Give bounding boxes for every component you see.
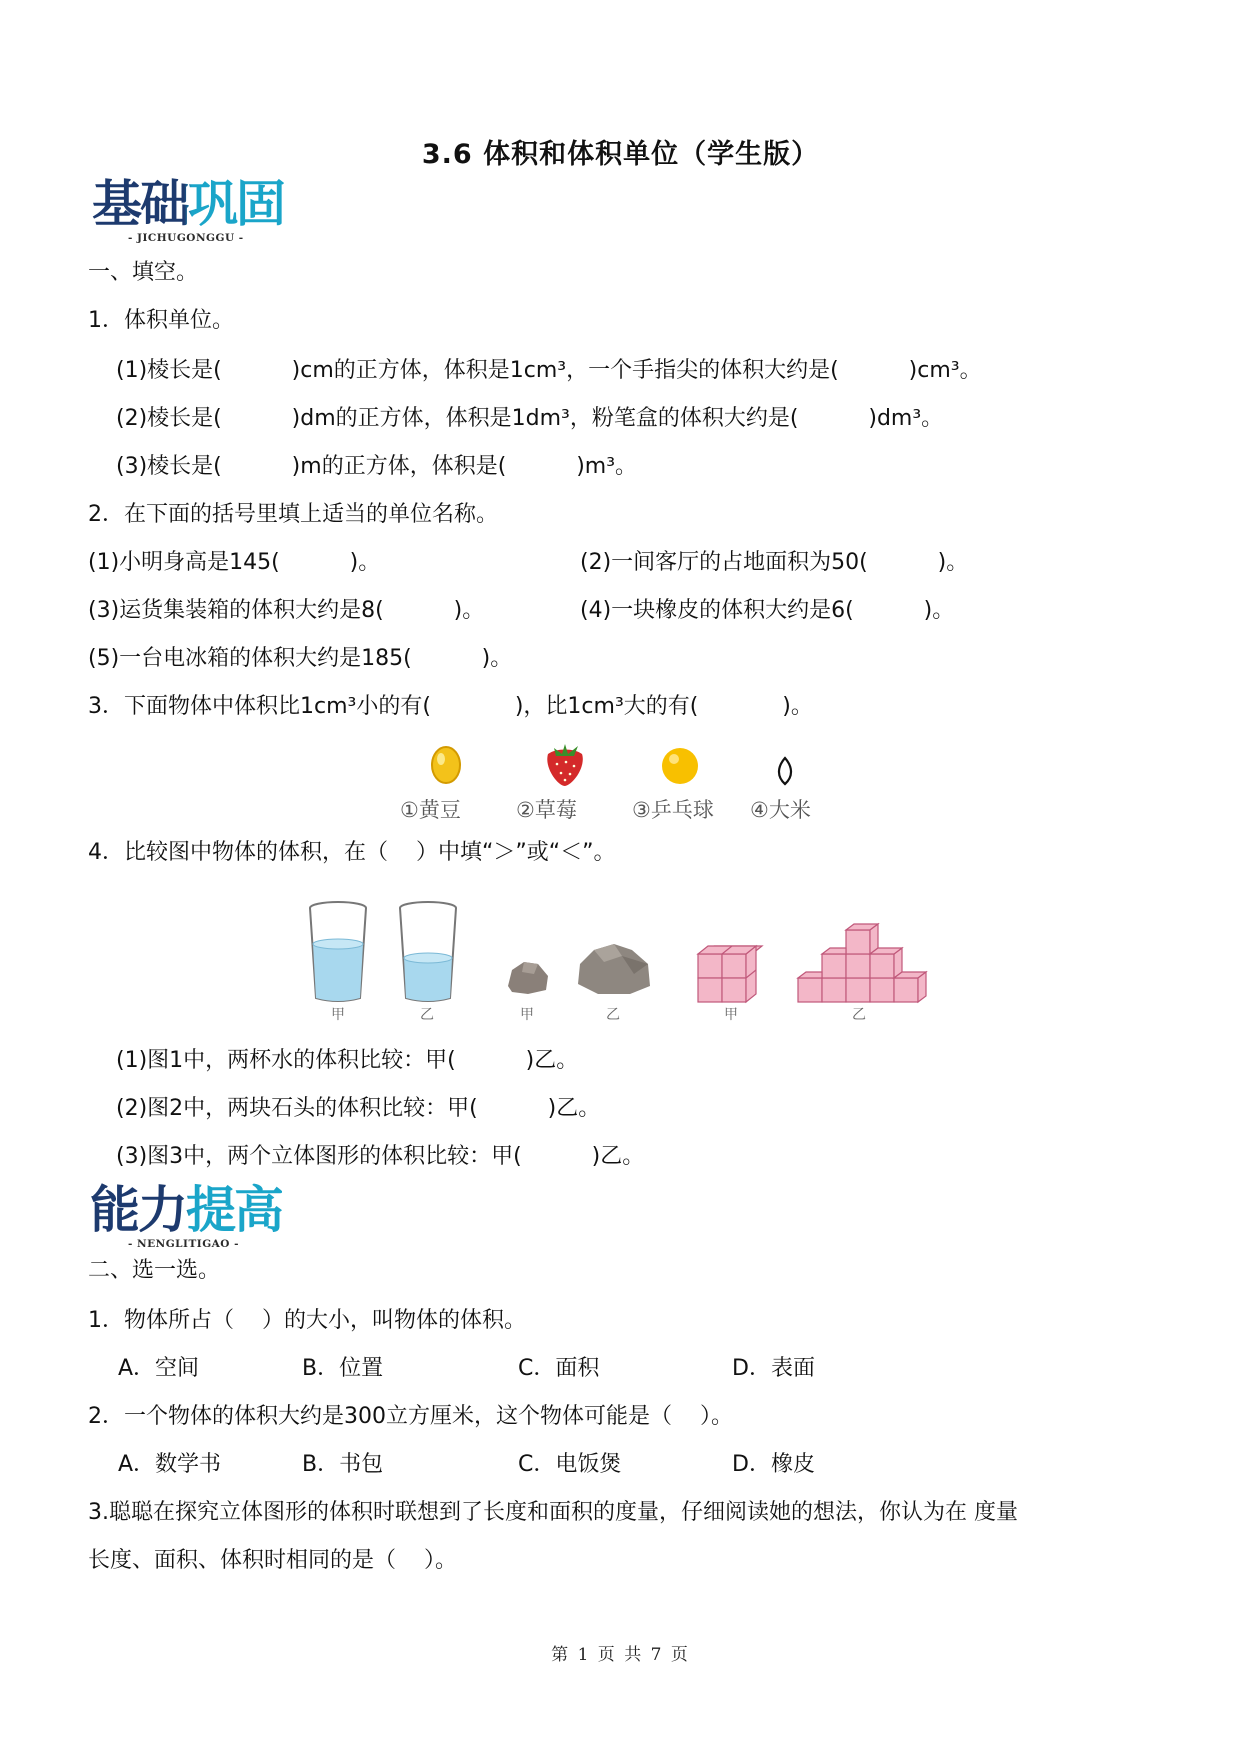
glass-yi-icon [396,900,460,1006]
strawberry-icon [540,740,590,788]
q2-item-2: (2)一间客厅的占地面积为50( )。 [580,550,969,575]
banner-basic-sub: - JICHUGONGGU - [128,232,244,244]
q4-line-2: (2)图2中，两块石头的体积比较：甲( )乙。 [116,1096,601,1121]
q1-line-2: (2)棱长是( )dm的正方体，体积是1dm³，粉笔盒的体积大约是( )dm³。 [116,406,944,431]
section-2-heading: 二、选一选。 [88,1258,221,1283]
c2-title: 2．一个物体的体积大约是300立方厘米，这个物体可能是（ ）。 [88,1404,733,1429]
rock-yi-icon [574,940,654,998]
banner-advanced-text: 能力提高 [90,1181,282,1239]
rock-jia-icon [504,956,552,996]
item-label-strawberry: ②草莓 [516,798,577,822]
page-footer: 第 1 页 共 7 页 [551,1645,690,1665]
item-label-ping-pong: ③乒乓球 [632,798,714,822]
c3-line-2: 长度、面积、体积时相同的是（ ）。 [88,1548,457,1573]
c1-option-d: D．表面 [732,1356,815,1381]
q1-line-3: (3)棱长是( )m的正方体，体积是( )m³。 [116,454,638,479]
c2-option-c: C．电饭煲 [518,1452,622,1477]
cube-stack-jia-icon [694,936,774,1004]
fig2-caption-jia: 甲 [520,1007,534,1023]
fig3-caption-yi: 乙 [852,1007,866,1023]
q4-line-1: (1)图1中，两杯水的体积比较：甲( )乙。 [116,1048,579,1073]
q2-item-5: (5)一台电冰箱的体积大约是185( )。 [88,646,513,671]
section-banner-advanced [90,1182,290,1252]
rice-grain-icon [774,756,796,786]
item-label-soybean: ①黄豆 [400,798,461,822]
fig2-caption-yi: 乙 [606,1007,620,1023]
q3-title: 3．下面物体中体积比1cm³小的有( )，比1cm³大的有( )。 [88,694,813,719]
q2-item-4: (4)一块橡皮的体积大约是6( )。 [580,598,955,623]
fig1-caption-jia: 甲 [331,1007,345,1023]
c1-option-c: C．面积 [518,1356,600,1381]
q2-title: 2．在下面的括号里填上适当的单位名称。 [88,502,498,527]
c1-option-a: A．空间 [118,1356,200,1381]
c2-option-d: D．橡皮 [732,1452,815,1477]
cube-stack-yi-icon [794,916,934,1004]
q1-line-1: (1)棱长是( )cm的正方体，体积是1cm³，一个手指尖的体积大约是( )cm³。 [116,358,982,383]
banner-advanced-sub: - NENGLITIGAO - [128,1238,239,1250]
banner-basic-text: 基础巩固 [92,175,284,233]
item-label-rice: ④大米 [750,798,811,822]
fig3-caption-jia: 甲 [724,1007,738,1023]
glass-jia-icon [306,900,370,1006]
q4-title: 4．比较图中物体的体积，在（ ）中填“＞”或“＜”。 [88,840,616,865]
section-1-heading: 一、填空。 [88,260,199,285]
q4-line-3: (3)图3中，两个立体图形的体积比较：甲( )乙。 [116,1144,645,1169]
section-banner-basic [92,176,292,246]
c2-option-a: A．数学书 [118,1452,222,1477]
soybean-icon [428,744,464,786]
page-title: 3.6 体积和体积单位（学生版） [421,139,820,170]
q1-title: 1．体积单位。 [88,308,234,333]
c2-option-b: B．书包 [302,1452,384,1477]
q2-item-1: (1)小明身高是145( )。 [88,550,381,575]
q2-item-3: (3)运货集装箱的体积大约是8( )。 [88,598,485,623]
c1-option-b: B．位置 [302,1356,384,1381]
c1-title: 1．物体所占（ ）的大小，叫物体的体积。 [88,1308,526,1333]
c3-line-1: 3.聪聪在探究立体图形的体积时联想到了长度和面积的度量，仔细阅读她的想法，你认为在 度量 [88,1500,1018,1525]
fig1-caption-yi: 乙 [420,1007,434,1023]
ping-pong-ball-icon [660,746,700,786]
